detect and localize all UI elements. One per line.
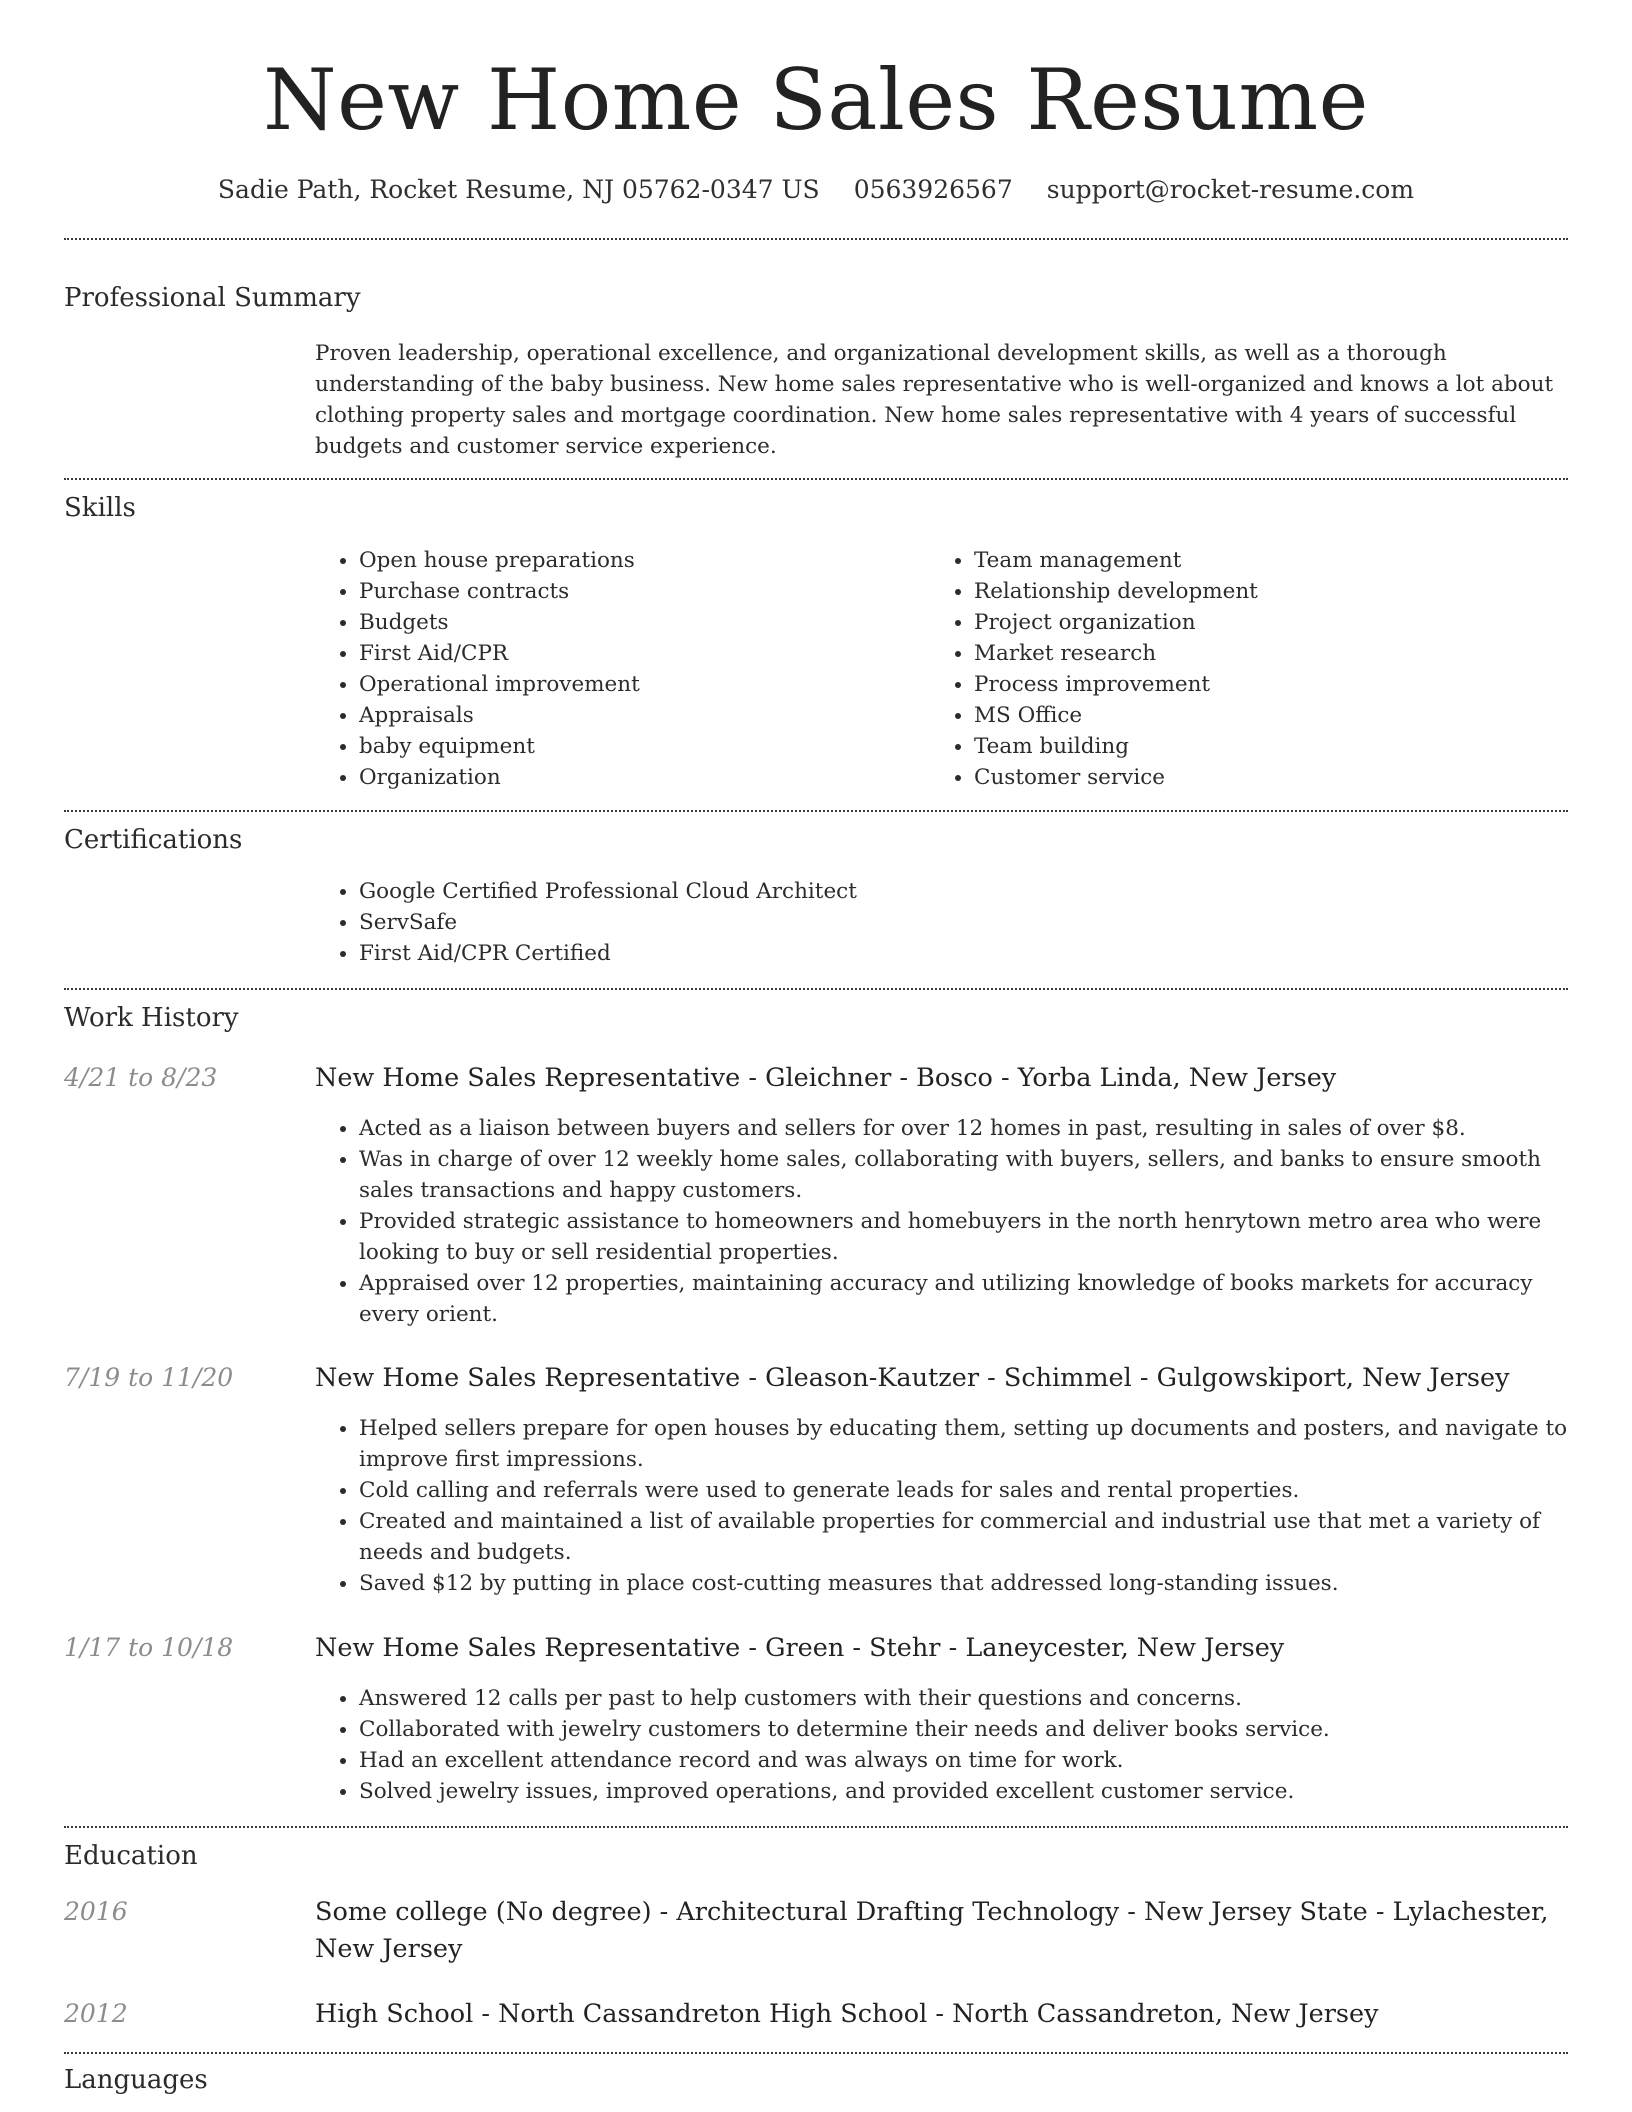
list-item: • Operational improvement: [359, 669, 919, 700]
list-item: • Solved jewelry issues, improved operations, and provided excellent customer service.: [359, 1776, 1568, 1807]
education-entry: Some college (No degree) - Architectural Drafting Technology - New Jersey State - Lylachester, New Jersey: [315, 1897, 1549, 1964]
skills-list-right: [930, 545, 1574, 793]
section-divider: [64, 238, 1568, 240]
list-item: • Organization: [359, 762, 919, 793]
contact-line: [0, 172, 1632, 208]
list-item: • Budgets: [359, 607, 919, 638]
list-item: • Process improvement: [974, 669, 1574, 700]
job-dates: 4/21 to 8/23: [64, 1063, 218, 1092]
job-bullets: [315, 1413, 1568, 1599]
list-item: • Appraised over 12 properties, maintaining accuracy and utilizing knowledge of books markets for accuracy every orient.: [359, 1268, 1568, 1330]
list-item: • First Aid/CPR: [359, 638, 919, 669]
section-divider: [64, 1826, 1568, 1828]
job-title: New Home Sales Representative - Gleichner - Bosco - Yorba Linda, New Jersey: [315, 1063, 1337, 1093]
skills-list-left: [315, 545, 919, 793]
education-year: 2016: [64, 1897, 128, 1926]
education-entry: High School - North Cassandreton High School - North Cassandreton, New Jersey: [315, 1999, 1379, 2029]
work-history-heading: Work History: [64, 1003, 239, 1033]
list-item: • Relationship development: [974, 576, 1574, 607]
list-item: • Market research: [974, 638, 1574, 669]
list-item: • Saved $12 by putting in place cost-cutting measures that addressed long-standing issues.: [359, 1568, 1568, 1599]
list-item: • Answered 12 calls per past to help customers with their questions and concerns.: [359, 1683, 1568, 1714]
contact-phone: 0563926567: [853, 175, 1013, 204]
education-year: 2012: [64, 1999, 128, 2028]
list-item: • Team building: [974, 731, 1574, 762]
list-item: • Was in charge of over 12 weekly home sales, collaborating with buyers, sellers, and banks to ensure smooth sales transactions and happy customers.: [359, 1144, 1568, 1206]
contact-address: Sadie Path, Rocket Resume, NJ 05762-0347 US: [217, 175, 820, 204]
list-item: • Created and maintained a list of available properties for commercial and industrial use that met a variety of needs and budgets.: [359, 1506, 1568, 1568]
list-item: • Provided strategic assistance to homeowners and homebuyers in the north henrytown metro area who were looking to buy or sell residential properties.: [359, 1206, 1568, 1268]
list-item: • Cold calling and referrals were used to generate leads for sales and rental properties.: [359, 1475, 1568, 1506]
summary-heading: Professional Summary: [64, 283, 361, 313]
list-item: • baby equipment: [359, 731, 919, 762]
list-item: • Acted as a liaison between buyers and sellers for over 12 homes in past, resulting in sales of over $8.: [359, 1113, 1568, 1144]
certifications-heading: Certifications: [64, 825, 243, 855]
skills-heading: Skills: [64, 493, 136, 523]
list-item: • Customer service: [974, 762, 1574, 793]
list-item: • Appraisals: [359, 700, 919, 731]
list-item: • Purchase contracts: [359, 576, 919, 607]
section-divider: [64, 810, 1568, 812]
list-item: • Helped sellers prepare for open houses by educating them, setting up documents and posters, and navigate to improve first impressions.: [359, 1413, 1568, 1475]
job-dates: 7/19 to 11/20: [64, 1363, 234, 1392]
certifications-list: [315, 876, 1559, 969]
list-item: • First Aid/CPR Certified: [359, 938, 1559, 969]
list-item: • Project organization: [974, 607, 1574, 638]
list-item: • ServSafe: [359, 907, 1559, 938]
job-title: New Home Sales Representative - Green - Stehr - Laneycester, New Jersey: [315, 1633, 1285, 1663]
list-item: • Had an excellent attendance record and was always on time for work.: [359, 1745, 1568, 1776]
list-item: • Open house preparations: [359, 545, 919, 576]
education-heading: Education: [64, 1841, 198, 1871]
resume-title: New Home Sales Resume: [263, 51, 1369, 149]
section-divider: [64, 2052, 1568, 2054]
list-item: • Google Certified Professional Cloud Architect: [359, 876, 1559, 907]
job-dates: 1/17 to 10/18: [64, 1633, 234, 1662]
section-divider: [64, 478, 1568, 480]
contact-email[interactable]: support@rocket-resume.com: [1046, 175, 1415, 204]
list-item: • MS Office: [974, 700, 1574, 731]
list-item: • Collaborated with jewelry customers to determine their needs and deliver books service.: [359, 1714, 1568, 1745]
job-bullets: [315, 1113, 1568, 1330]
summary-text: Proven leadership, operational excellence, and organizational development skills, as well as a thorough understanding of the baby business. New home sales representative who is well-organized and knows a lot about clothing property sales and mortgage coordination. New home sales representative with 4 years of successful budgets and customer service experience.: [315, 341, 1554, 459]
job-title: New Home Sales Representative - Gleason-Kautzer - Schimmel - Gulgowskiport, New Jersey: [315, 1363, 1510, 1393]
section-divider: [64, 988, 1568, 990]
languages-heading: Languages: [64, 2065, 208, 2095]
list-item: • Team management: [974, 545, 1574, 576]
job-bullets: [315, 1683, 1568, 1807]
